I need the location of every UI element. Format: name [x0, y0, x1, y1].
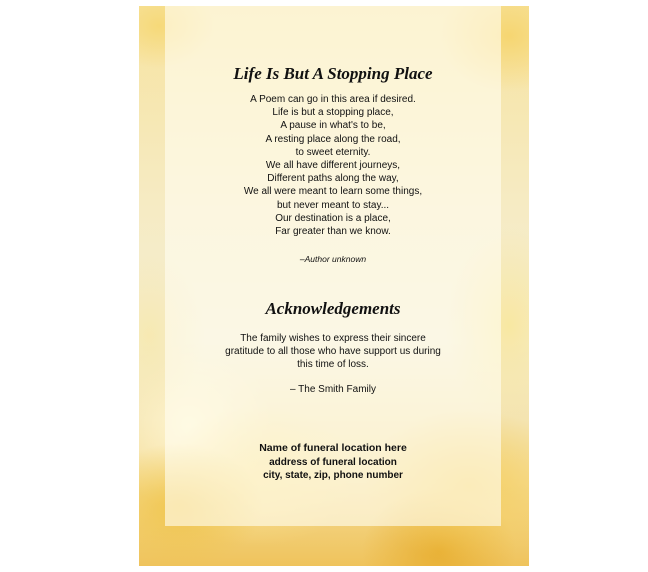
poem-line: but never meant to stay... — [276, 199, 390, 211]
acknowledgements-title: Acknowledgements — [265, 299, 401, 318]
poem-line: A resting place along the road, — [265, 133, 401, 145]
acknowledgements-line: The family wishes to express their sincere — [240, 333, 426, 344]
location-address: address of funeral location — [269, 456, 397, 468]
acknowledgements-line: gratitude to all those who have support us during — [225, 346, 441, 357]
acknowledgements-line: this time of loss. — [297, 359, 369, 370]
acknowledgements-body — [165, 332, 501, 371]
poem-line: We all have different journeys, — [265, 160, 401, 172]
location-city-line: city, state, zip, phone number — [263, 470, 403, 481]
poem-author: –Author unknown — [299, 254, 367, 264]
funeral-location-block — [165, 442, 501, 483]
poem-line: Our destination is a place, — [275, 212, 391, 224]
poem-line: A Poem can go in this area if desired. — [250, 94, 416, 105]
poem-title: Life Is But A Stopping Place — [233, 64, 433, 83]
page-content — [165, 6, 501, 526]
poem-line: Different paths along the way, — [267, 173, 399, 185]
poem-line: to sweet eternity. — [295, 146, 371, 158]
program-page — [139, 6, 529, 566]
poem-line: A pause in what's to be, — [280, 120, 386, 132]
location-name: Name of funeral location here — [259, 442, 407, 454]
poem-line: Life is but a stopping place, — [272, 107, 394, 119]
poem-body — [165, 93, 501, 238]
poem-line: We all were meant to learn some things, — [243, 186, 423, 198]
acknowledgements-signature: – The Smith Family — [290, 384, 376, 395]
poem-line: Far greater than we know. — [275, 226, 391, 238]
